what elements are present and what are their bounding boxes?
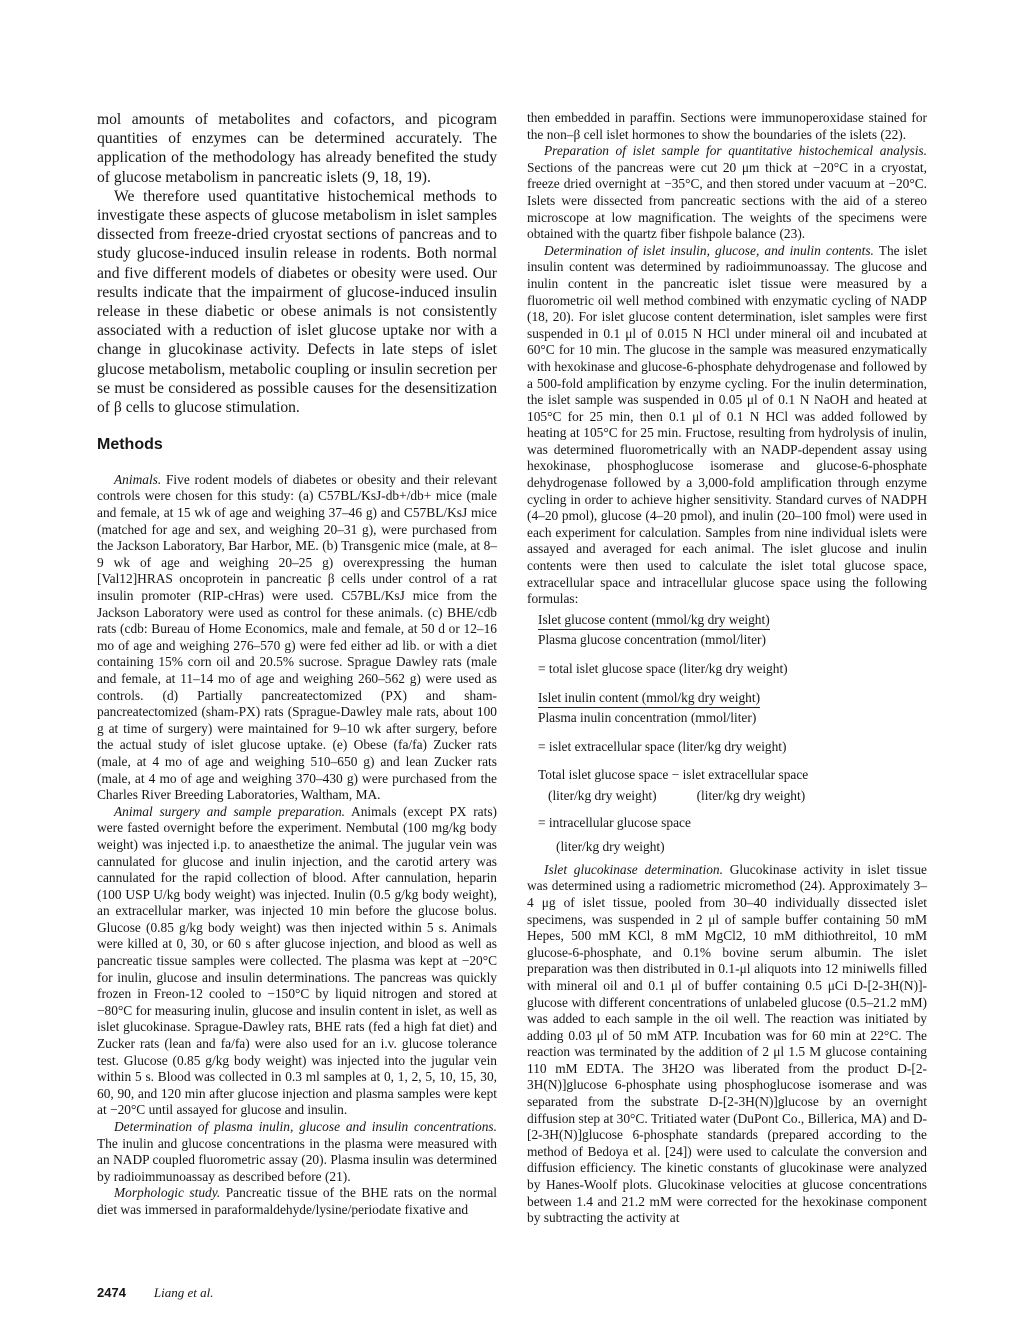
animals-text: Five rodent models of diabetes or obesity and their relevant controls were chosen for this study: (a) C57BL/KsJ-db+/db+ mice (male and female, at 15 wk of age and weighing 37–46 g) and C57BL/KsJ mice (matched for age and sex, and weighing 20–31 g), were purchased from the Jackson Laboratory, Bar Harbor, ME. (b) Transgenic mice (male, at 8–9 wk of age and weighing 20–25 g) overexpressing the human [Val12]HRAS oncoprotein in pancreatic β cells under control of a rat insulin promoter (RIP-cHras) were used. C57BL/KsJ mice from the Jackson Laboratory were used as control for these animals. (c) BHE/cdb rats (cdb: Bureau of Home Economics, male and female, at 50 d or 12–16 mo of age and weighing 276–570 g) were fed either ad lib. or with a diet containing 15% corn oil and 20.5% sucrose. Sprague Dawley rats (male and female, at 11–14 mo of age and weighing 260–562 g) were used as controls. (d) Partially pancreatectomized (PX) and sham-pancreatectomized (sham-PX) rats (Sprague-Dawley male rats, about 100 g at time of surgery) were maintained for 9–10 wk after surgery, before the actual study of islet glucose uptake. (e) Obese (fa/fa) Zucker rats (male, at 4 mo of age and weighing 510–650 g) and lean Zucker rats (male, at 4 mo of age and weighing 370–430 g) were purchased from the Charles River Breeding Laboratories, Waltham, MA. bbox=[97, 471, 497, 803]
page-number: 2474 bbox=[97, 1285, 126, 1300]
surgery-paragraph bbox=[97, 804, 497, 1119]
plasma-text: The inulin and glucose concentrations in the plasma were measured with an NADP coupled fluorometric assay (20). Plasma insulin was determined by radioimmunoassay as described before (21). bbox=[97, 1135, 497, 1184]
glucokinase-text: Glucokinase activity in islet tissue was determined using a radiometric micromethod (24). Approximately 3–4 μg of islet tissue, pooled from 30–40 individually dissected islet specimens, was suspended in 2 μl of sample buffer containing 50 mM Hepes, 500 mM KCl, 8 mM MgCl2, 10 mM dithiothreitol, 10 mM glucose-6-phosphate, and 0.1% bovine serum albumin. The islet preparation was then distributed in 0.1-μl aliquots into 12 miniwells filled with mineral oil and 0.1 μl of buffer containing 0.5 μCi D-[2-3H(N)]-glucose with different concentrations of unlabeled glucose (0.5–21.2 mM) was added to each sample in the oil well. The reaction was initiated by adding 0.03 μl of 50 mM ATP. Incubation was for 60 min at 22°C. The reaction was terminated by the addition of 2 μl 1.5 M glucose containing 110 mM EDTA. The 3H2O was liberated from the product D-[2-3H(N)]glucose 6-phosphate using phosphoglucose isomerase and was separated from the substrate D-[2-3H(N)]glucose by an overnight diffusion step at 30°C. Tritiated water (DuPont Co., Billerica, MA) and D-[2-3H(N)]glucose 6-phosphate standards (prepared according to the method of Bedoya et al. [24]) were used to calculate the conversion and diffusion efficiency. The kinetic constants of glucokinase were analyzed by Hanes-Woolf plots. Glucokinase velocities at glucose concentrations between 1.4 and 21.2 mM were corrected for the hexokinase component by subtracting the activity at bbox=[527, 861, 927, 1226]
determination-run-in-head: Determination of islet insulin, glucose, and inulin contents. bbox=[544, 242, 874, 258]
glucokinase-paragraph bbox=[527, 862, 927, 1227]
plasma-paragraph bbox=[97, 1119, 497, 1185]
formula-3-difference: Total islet glucose space − islet extracellular space bbox=[538, 767, 809, 783]
morphology-paragraph bbox=[97, 1185, 497, 1218]
formula-3-unit-b: (liter/kg dry weight) bbox=[696, 787, 806, 803]
intro-paragraph-aims: We therefore used quantitative histochemical methods to investigate these aspects of glucose metabolism in islet samples dissected from freeze-dried cryostat sections of pancreas and to study glucose-induced insulin release in rodents. Both normal and five different models of diabetes or obesity were used. Our results indicate that the impairment of glucose-induced insulin release in these diabetic or obese animals is not consistently associated with a reduction of islet glucose uptake nor with a change in glucokinase activity. Defects in late steps of islet glucose metabolism, metabolic coupling or insulin secretion per se must be considered as possible causes for the desensitization of β cells to glucose stimulation. bbox=[97, 187, 497, 417]
morphology-run-in-head: Morphologic study. bbox=[114, 1185, 221, 1201]
right-column bbox=[527, 110, 927, 1227]
preparation-paragraph bbox=[527, 143, 927, 243]
formula-2-fraction bbox=[538, 690, 760, 727]
formula-intracellular-space bbox=[538, 767, 927, 855]
formula-3-result-unit: (liter/kg dry weight) bbox=[556, 839, 665, 855]
animals-run-in-head: Animals. bbox=[114, 471, 162, 487]
formula-3-units bbox=[548, 788, 927, 805]
preparation-run-in-head: Preparation of islet sample for quantitative histochemical analysis. bbox=[544, 143, 927, 159]
surgery-text: Animals (except PX rats) were fasted overnight before the experiment. Nembutal (100 mg/kg body weight) was injected i.p. to anaesthetize the animal. The jugular vein was cannulated for glucose and inulin injection, and the carotid artery was cannulated for the rapid collection of blood. After cannulation, heparin (100 USP U/kg body weight) was injected. Inulin (0.5 g/kg body weight), an extracellular marker, was injected 10 min before the glucose bolus. Glucose (0.85 g/kg body weight) was then injected within 5 s. Animals were killed at 0, 30, or 60 s after glucose injection, and blood as well as pancreatic tissue samples were collected. The plasma was kept at −20°C for inulin, glucose and insulin determinations. The pancreas was quickly frozen in Freon-12 cooled to −150°C by liquid nitrogen and stored at −80°C for measuring inulin, glucose and insulin content in islet, as well as islet glucokinase. Sprague-Dawley rats, BHE rats (fed a high fat diet) and Zucker rats (lean and fa/fa) were also used for an i.v. glucose tolerance test. Glucose (0.85 g/kg body weight) was injected into the jugular vein within 5 s. Blood was collected in 0.3 ml samples at 0, 1, 2, 5, 10, 15, 30, 60, 90, and 120 min after glucose injection and plasma samples were kept at −20°C until assayed for glucose and insulin. bbox=[97, 803, 497, 1118]
formula-extracellular-space bbox=[538, 690, 927, 756]
methods-heading: Methods bbox=[97, 436, 163, 454]
intro-paragraph-continued: mol amounts of metabolites and cofactors, and picogram quantities of enzymes can be determined accurately. The application of the methodology has already benefited the study of glucose metabolism in pancreatic islets (9, 18, 19). bbox=[97, 111, 497, 186]
surgery-run-in-head: Animal surgery and sample preparation. bbox=[114, 803, 345, 819]
formula-3-unit-a: (liter/kg dry weight) bbox=[548, 787, 657, 803]
morphology-text: Pancreatic tissue of the BHE rats on the normal diet was immersed in paraformaldehyde/lysine/periodate fixative and bbox=[97, 1185, 497, 1217]
formula-2-result: = islet extracellular space (liter/kg dry weight) bbox=[538, 738, 787, 754]
determination-paragraph bbox=[527, 243, 927, 608]
formula-2-numerator: Islet inulin content (mmol/kg dry weight) bbox=[538, 690, 760, 709]
formula-1-result: = total islet glucose space (liter/kg dry weight) bbox=[538, 661, 788, 676]
running-head: Liang et al. bbox=[153, 1285, 214, 1300]
formula-1-denominator: Plasma glucose concentration (mmol/liter) bbox=[538, 632, 766, 648]
left-column bbox=[97, 110, 497, 1219]
page-footer bbox=[97, 1285, 214, 1301]
formula-1-numerator: Islet glucose content (mmol/kg dry weight) bbox=[538, 612, 770, 631]
formula-3-result: = intracellular glucose space bbox=[538, 814, 691, 830]
animals-paragraph bbox=[97, 472, 497, 804]
glucokinase-run-in-head: Islet glucokinase determination. bbox=[544, 861, 723, 877]
preparation-text: Sections of the pancreas were cut 20 μm thick at −20°C in a cryostat, freeze dried overnight at −35°C, and then stored under vacuum at −20°C. Islets were dissected from pancreatic sections with the aid of a stereo microscope at low magnification. The weights of the specimens were obtained with the quartz fiber fishpole balance (23). bbox=[527, 159, 927, 242]
formula-2-denominator: Plasma inulin concentration (mmol/liter) bbox=[538, 710, 757, 726]
formula-total-glucose-space bbox=[538, 612, 927, 678]
morphology-continued: then embedded in paraffin. Sections were immunoperoxidase stained for the non–β cell islet hormones to show the boundaries of the islets (22). bbox=[527, 110, 927, 142]
formula-1-fraction bbox=[538, 612, 770, 649]
plasma-run-in-head: Determination of plasma inulin, glucose and insulin concentrations. bbox=[114, 1119, 497, 1134]
determination-text: The islet insulin content was determined by radioimmunoassay. The glucose and inulin content in the pancreatic islet tissue were measured by a fluorometric oil well method combined with enzymatic cycling of NADP (18, 20). For islet glucose content determination, islet samples were first suspended in 0.1 μl of 0.015 N HCl under mineral oil and incubated at 60°C for 10 min. The glucose in the sample was measured enzymatically with hexokinase and glucose-6-phosphate dehydrogenase and followed by a 500-fold amplification by enzyme cycling. For the inulin determination, the islet sample was suspended in 0.05 μl of 0.1 N NaOH and heated at 105°C for 25 min, then 0.1 μl of 0.1 N HCl was added followed by heating at 105°C for 25 min. Fructose, resulting from hydrolysis of inulin, was determined fluorometrically with an NADP-dependent assay using hexokinase, phosphoglucose isomerase and glucose-6-phosphate dehydrogenase followed by a 3,000-fold amplification through enzyme cycling in order to achieve higher sensitivity. Standard curves of NADPH (4–20 pmol), glucose (4–20 pmol), and inulin (20–100 fmol) were used in each experiment for calculation. Samples from nine individual islets were assayed and averaged for each animal. The islet glucose and inulin contents were then used to calculate the islet total glucose space, extracellular space and intracellular glucose space using the following formulas: bbox=[527, 242, 927, 607]
